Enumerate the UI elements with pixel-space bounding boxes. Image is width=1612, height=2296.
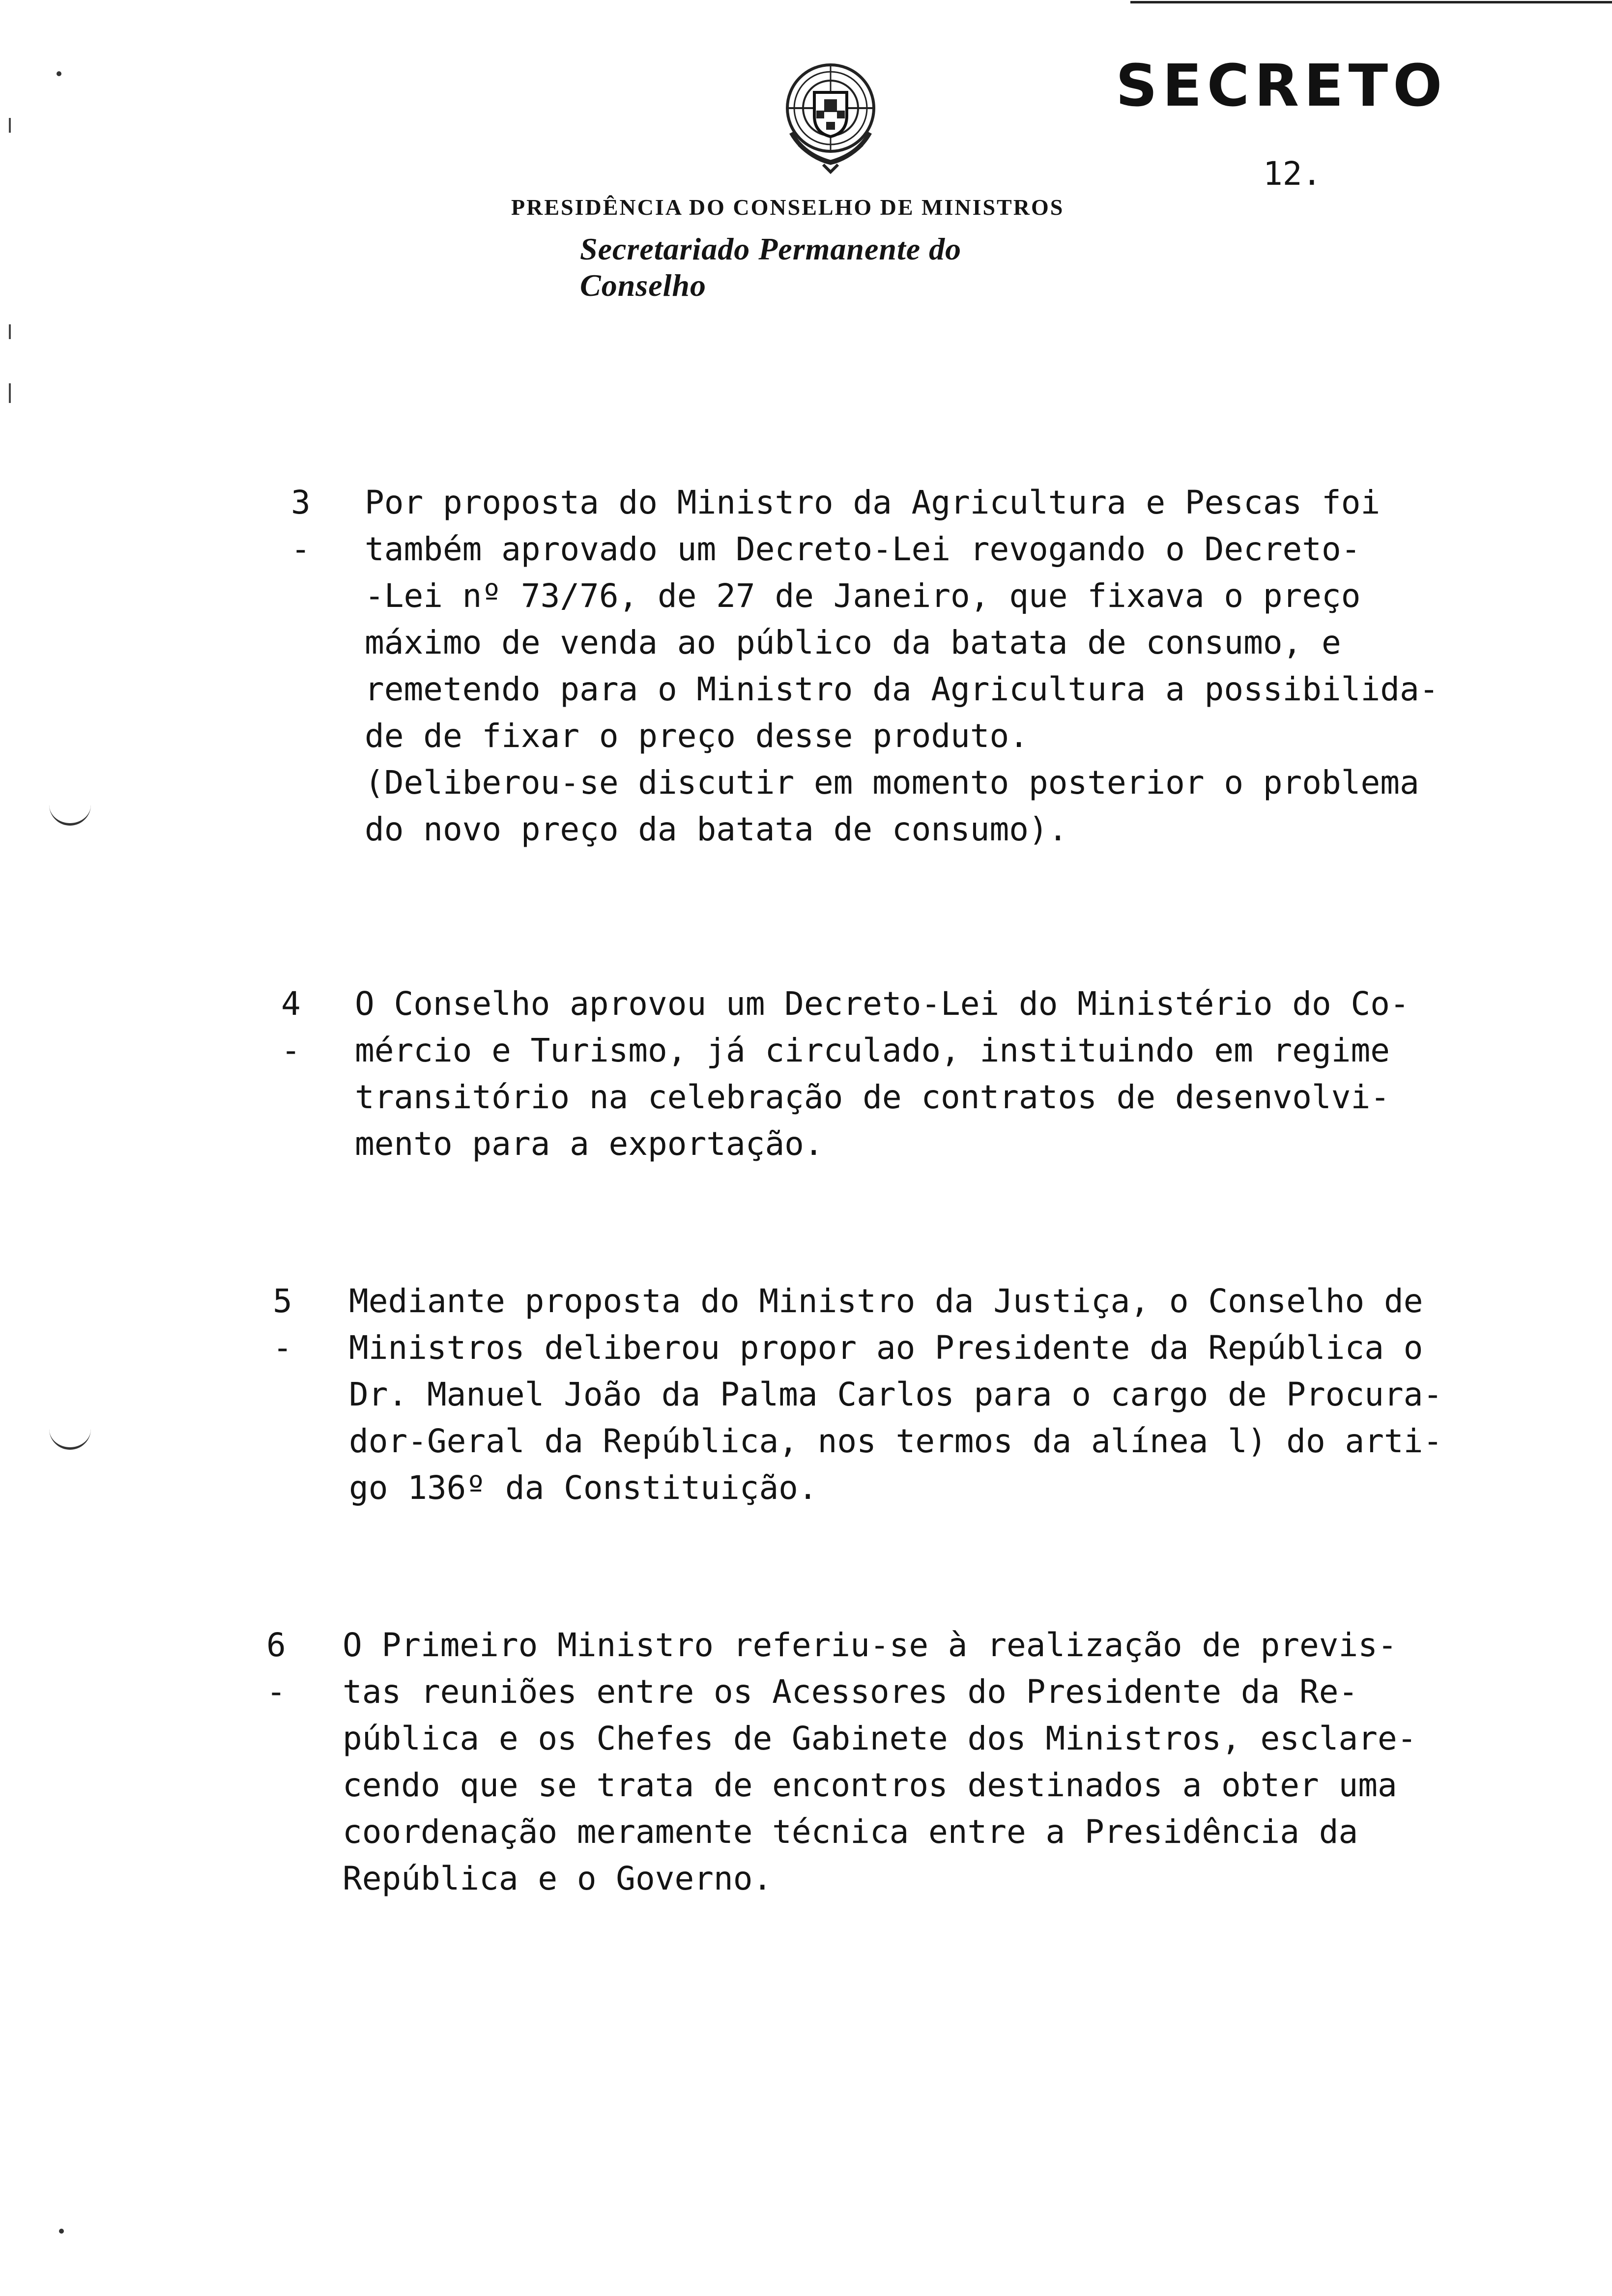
item-number: 4 - (281, 985, 301, 1069)
item-text (349, 1278, 1442, 1511)
hole-punch-mark (59, 2229, 64, 2234)
item-text (343, 1622, 1416, 1902)
text-line: Mediante proposta do Ministro da Justiça, o Conselho de (349, 1282, 1423, 1320)
text-line: mento para a exportação. (355, 1125, 824, 1163)
text-line: também aprovado um Decreto-Lei revogando o Decreto- (365, 530, 1361, 568)
text-line: Dr. Manuel João da Palma Carlos para o cargo de Procura- (349, 1376, 1443, 1413)
margin-tick (9, 118, 11, 133)
text-line: República e o Governo. (343, 1860, 773, 1897)
top-rule (1130, 1, 1612, 3)
page-number: 12. (1263, 155, 1322, 193)
margin-tick (9, 324, 11, 339)
text-line: pública e os Chefes de Gabinete dos Ministros, esclare- (343, 1720, 1417, 1757)
text-line: O Primeiro Ministro referiu-se à realização de previs- (343, 1626, 1397, 1664)
text-line: (Deliberou-se discutir em momento posterior o problema (365, 764, 1419, 802)
text-line: go 136º da Constituição. (349, 1469, 818, 1507)
text-line: Por proposta do Ministro da Agricultura e Pescas foi (365, 484, 1381, 521)
text-line: -Lei nº 73/76, de 27 de Janeiro, que fixava o preço (365, 577, 1361, 615)
margin-mark (49, 1423, 91, 1450)
item-number: 6 - (266, 1626, 286, 1711)
text-line: transitório na celebração de contratos de desenvolvi- (355, 1078, 1390, 1116)
hole-punch-mark (57, 71, 61, 76)
text-line: remetendo para o Ministro da Agricultura a possibilida- (365, 670, 1439, 708)
item-number: 5 - (273, 1282, 292, 1367)
text-line: de de fixar o preço desse produto. (365, 717, 1029, 755)
text-line: mércio e Turismo, já circulado, instituindo em regime (355, 1032, 1390, 1069)
item-text (355, 980, 1410, 1167)
item-text (365, 479, 1439, 853)
text-line: coordenação meramente técnica entre a Presidência da (343, 1813, 1358, 1851)
text-line: Ministros deliberou propor ao Presidente da República o (349, 1329, 1423, 1367)
classification-stamp: SECRETO (1116, 52, 1447, 119)
text-line: cendo que se trata de encontros destinados a obter uma (343, 1766, 1397, 1804)
text-line: O Conselho aprovou um Decreto-Lei do Ministério do Co- (355, 985, 1410, 1023)
margin-mark (49, 799, 91, 826)
margin-tick (9, 383, 11, 403)
item-number: 3 - (291, 484, 311, 568)
text-line: do novo preço da batata de consumo). (365, 810, 1068, 848)
text-line: máximo de venda ao público da batata de consumo, e (365, 624, 1341, 661)
coat-of-arms-icon (769, 54, 892, 177)
organization-subtitle: Secretariado Permanente do Conselho (580, 231, 962, 303)
text-line: tas reuniões entre os Acessores do Presidente da Re- (343, 1673, 1358, 1711)
text-line: dor-Geral da República, nos termos da alínea l) do arti- (349, 1422, 1443, 1460)
organization-name: PRESIDÊNCIA DO CONSELHO DE MINISTROS (511, 195, 1065, 220)
